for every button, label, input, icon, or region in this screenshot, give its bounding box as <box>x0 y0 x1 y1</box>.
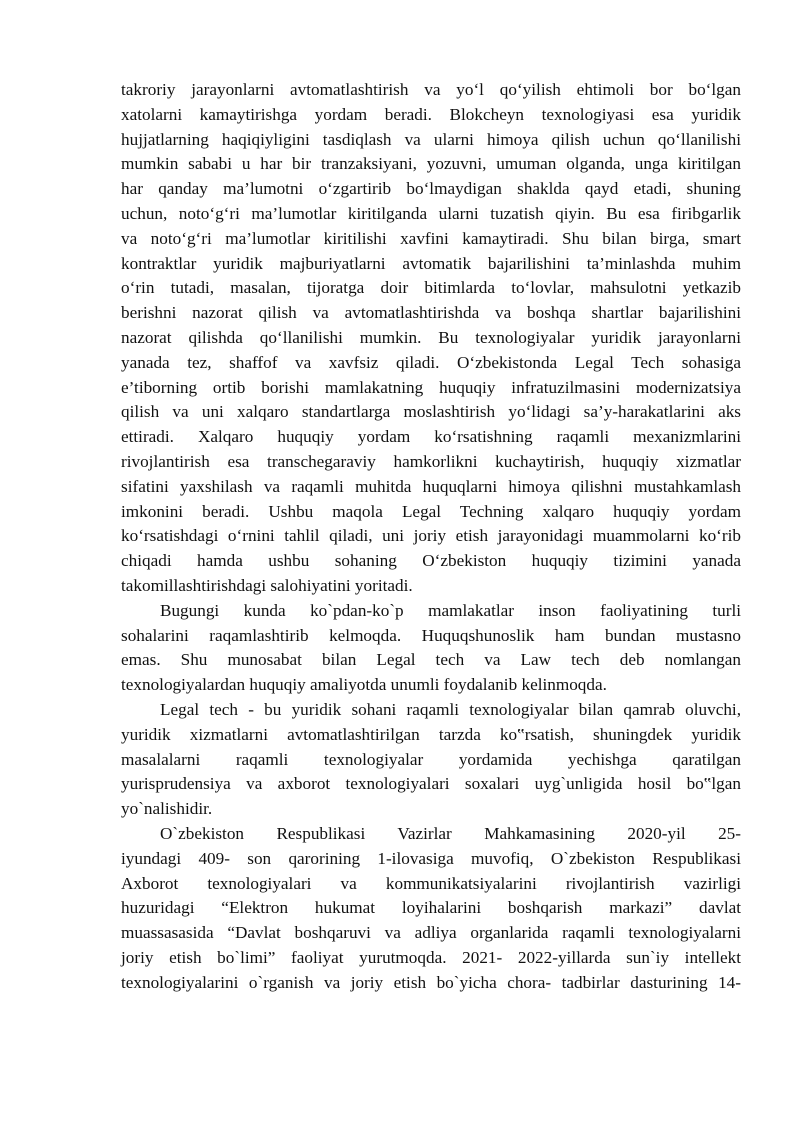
paragraph <box>121 822 741 996</box>
text-line: va noto‘g‘ri ma’lumotlar kiritilishi xavfini kamaytiradi. Shu bilan birga, smart <box>121 228 741 248</box>
text-line: qilish va uni xalqaro standartlarga moslashtirish yo‘lidagi sa’y-harakatlarini aks <box>121 402 741 422</box>
text-line: yuridik xizmatlarni avtomatlashtirilgan tarzda ko‟rsatish, shuningdek yuridik <box>121 724 741 744</box>
text-line: berishni nazorat qilish va avtomatlashtirishda va boshqa shartlar bajarilishini <box>121 303 741 323</box>
text-line: yurisprudensiya va axborot texnologiyalari soxalari uyg`unligida hosil bo‟lgan <box>121 774 741 794</box>
text-line: Legal tech - bu yuridik sohani raqamli texnologiyalar bilan qamrab oluvchi, <box>160 699 741 719</box>
text-line: mumkin sababi u har bir tranzaksiyani, yozuvni, umuman olganda, unga kiritilgan <box>121 154 741 174</box>
text-line: iyundagi 409- son qarorining 1-ilovasiga muvofiq, O`zbekiston Respublikasi <box>121 848 741 868</box>
text-line: uchun, noto‘g‘ri ma’lumotlar kiritilganda ularni tuzatish qiyin. Bu esa firibgarlik <box>121 203 741 223</box>
text-line: huzuridagi “Elektron hukumat loyihalarini boshqarish markazi” davlat <box>121 898 741 918</box>
text-line: har qanday ma’lumotni o‘zgartirib bo‘lmaydigan shaklda qayd etadi, shuning <box>121 179 741 199</box>
text-line: imkonini beradi. Ushbu maqola Legal Techning xalqaro huquqiy yordam <box>121 501 741 521</box>
paragraph <box>121 78 741 599</box>
text-line: texnologiyalarini o`rganish va joriy etish bo`yicha chora- tadbirlar dasturining 14- <box>121 972 741 992</box>
text-line: takomillashtirishdagi salohiyatini yoritadi. <box>121 575 413 595</box>
text-line: texnologiyalardan huquqiy amaliyotda unumli foydalanib kelinmoqda. <box>121 675 607 695</box>
text-line: o‘rin tutadi, masalan, tijoratga doir bitimlarda to‘lovlar, mahsulotni yetkazib <box>121 278 741 298</box>
text-line: kontraktlar yuridik majburiyatlarni avtomatik bajarilishini ta’minlashda muhim <box>121 253 741 273</box>
paragraph <box>121 698 741 822</box>
text-line: O`zbekiston Respublikasi Vazirlar Mahkamasining 2020-yil 25- <box>160 823 741 843</box>
text-line: yanada tez, shaffof va xavfsiz qiladi. O‘zbekistonda Legal Tech sohasiga <box>121 352 741 372</box>
text-line: sohalarini raqamlashtirib kelmoqda. Huquqshunoslik ham bundan mustasno <box>121 625 741 645</box>
text-line: takroriy jarayonlarni avtomatlashtirish va yo‘l qo‘yilish ehtimoli bor bo‘lgan <box>121 80 741 99</box>
document-page <box>121 78 741 995</box>
text-line: emas. Shu munosabat bilan Legal tech va Law tech deb nomlangan <box>121 650 741 670</box>
paragraph <box>121 599 741 698</box>
text-line: hujjatlarning haqiqiyligini tasdiqlash va ularni himoya qilish uchun qo‘llanilishi <box>121 129 741 149</box>
text-line: muassasasida “Davlat boshqaruvi va adliya organlarida raqamli texnologiyalarni <box>121 923 741 943</box>
text-line: joriy etish bo`limi” faoliyat yurutmoqda. 2021- 2022-yillarda sun`iy intellekt <box>121 947 741 967</box>
text-line: chiqadi hamda ushbu sohaning O‘zbekiston huquqiy tizimini yanada <box>121 551 741 571</box>
text-line: yo`nalishidir. <box>121 799 213 819</box>
text-line: masalalarni raqamli texnologiyalar yordamida yechishga qaratilgan <box>121 749 741 769</box>
text-line: nazorat qilishda qo‘llanilishi mumkin. Bu texnologiyalar yuridik jarayonlarni <box>121 327 741 347</box>
text-line: e’tiborning ortib borishi mamlakatning huquqiy infratuzilmasini modernizatsiya <box>121 377 741 397</box>
text-line: rivojlantirish esa transchegaraviy hamkorlikni kuchaytirish, huquqiy xizmatlar <box>121 451 741 471</box>
text-line: xatolarni kamaytirishga yordam beradi. Blokcheyn texnologiyasi esa yuridik <box>121 104 741 124</box>
text-line: ettiradi. Xalqaro huquqiy yordam ko‘rsatishning raqamli mexanizmlarini <box>121 427 741 447</box>
text-line: ko‘rsatishdagi o‘rnini tahlil qiladi, uni joriy etish jarayonidagi muammolarni ko‘rib <box>121 526 741 546</box>
text-line: sifatini yaxshilash va raqamli muhitda huquqlarni himoya qilishni mustahkamlash <box>121 476 741 496</box>
text-line: Bugungi kunda ko`pdan-ko`p mamlakatlar inson faoliyatining turli <box>160 600 741 620</box>
text-line: Axborot texnologiyalari va kommunikatsiyalarini rivojlantirish vazirligi <box>121 873 741 893</box>
